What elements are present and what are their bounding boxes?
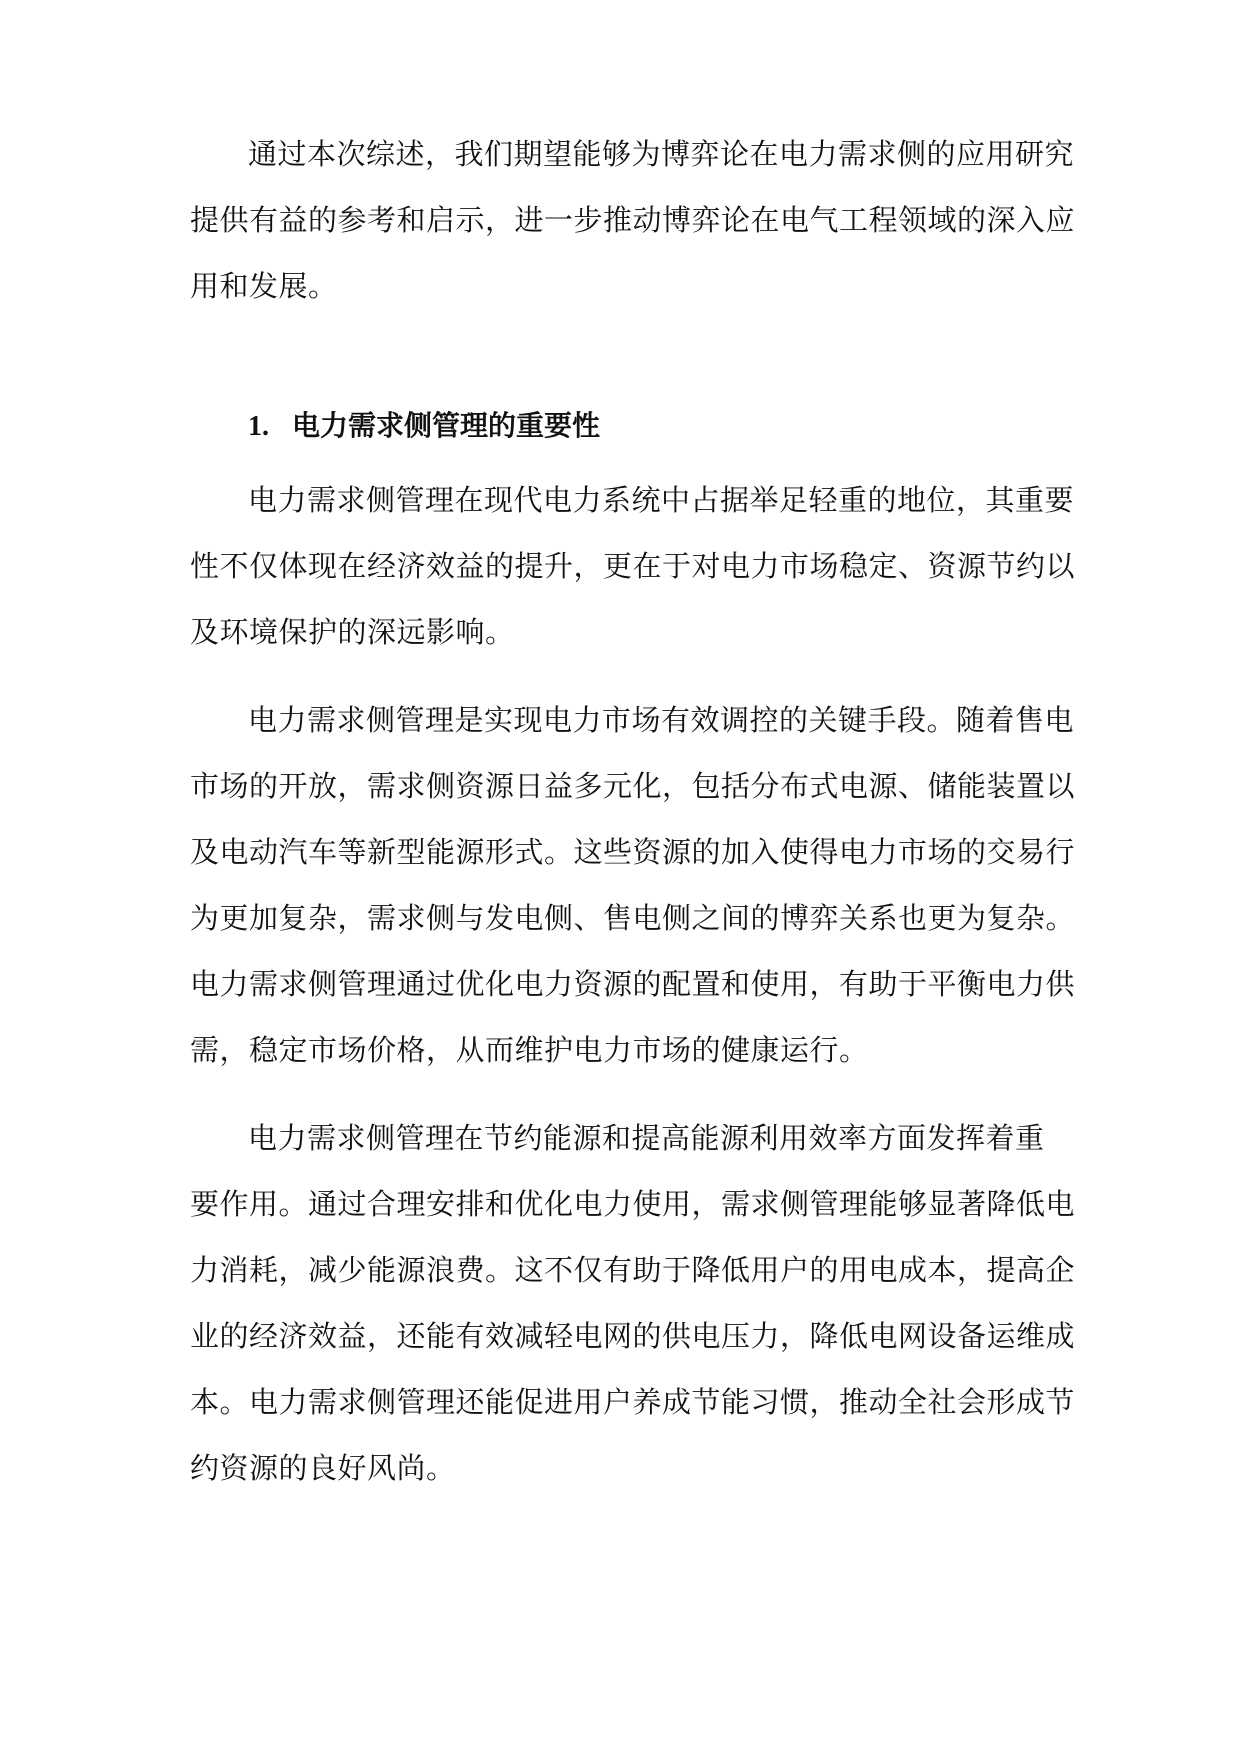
p3-line-3: 力消耗，减少能源浪费。这不仅有助于降低用户的用电成本，提高企 <box>190 1253 1076 1287</box>
intro-line-2: 提供有益的参考和启示，进一步推动博弈论在电气工程领域的深入应 <box>190 203 1076 237</box>
p1-line-1: 电力需求侧管理在现代电力系统中占据举足轻重的地位，其重要 <box>248 483 1075 517</box>
p2-line-2: 市场的开放，需求侧资源日益多元化，包括分布式电源、储能装置以 <box>190 769 1076 803</box>
p1-line-2: 性不仅体现在经济效益的提升，更在于对电力市场稳定、资源节约以 <box>190 549 1076 583</box>
section-number: 1. <box>248 411 269 442</box>
p3-line-4: 业的经济效益，还能有效减轻电网的供电压力，降低电网设备运维成 <box>190 1319 1076 1353</box>
p2-line-6: 需，稳定市场价格，从而维护电力市场的健康运行。 <box>190 1033 869 1067</box>
p2-line-5: 电力需求侧管理通过优化电力资源的配置和使用，有助于平衡电力供 <box>190 967 1076 1001</box>
section-title: 电力需求侧管理的重要性 <box>292 409 601 442</box>
p3-line-2: 要作用。通过合理安排和优化电力使用，需求侧管理能够显著降低电 <box>190 1187 1076 1221</box>
p1-line-3: 及环境保护的深远影响。 <box>190 615 515 649</box>
p3-line-1: 电力需求侧管理在节约能源和提高能源利用效率方面发挥着重 <box>248 1121 1045 1155</box>
p2-line-4: 为更加复杂，需求侧与发电侧、售电侧之间的博弈关系也更为复杂。 <box>190 901 1076 935</box>
section-heading <box>248 408 600 445</box>
intro-line-3: 用和发展。 <box>190 269 338 303</box>
p2-line-1: 电力需求侧管理是实现电力市场有效调控的关键手段。随着售电 <box>248 703 1075 737</box>
p2-line-3: 及电动汽车等新型能源形式。这些资源的加入使得电力市场的交易行 <box>190 835 1076 869</box>
intro-line-1: 通过本次综述，我们期望能够为博弈论在电力需求侧的应用研究 <box>248 137 1075 171</box>
p3-line-5: 本。电力需求侧管理还能促进用户养成节能习惯，推动全社会形成节 <box>190 1385 1076 1419</box>
p3-line-6: 约资源的良好风尚。 <box>190 1451 456 1485</box>
